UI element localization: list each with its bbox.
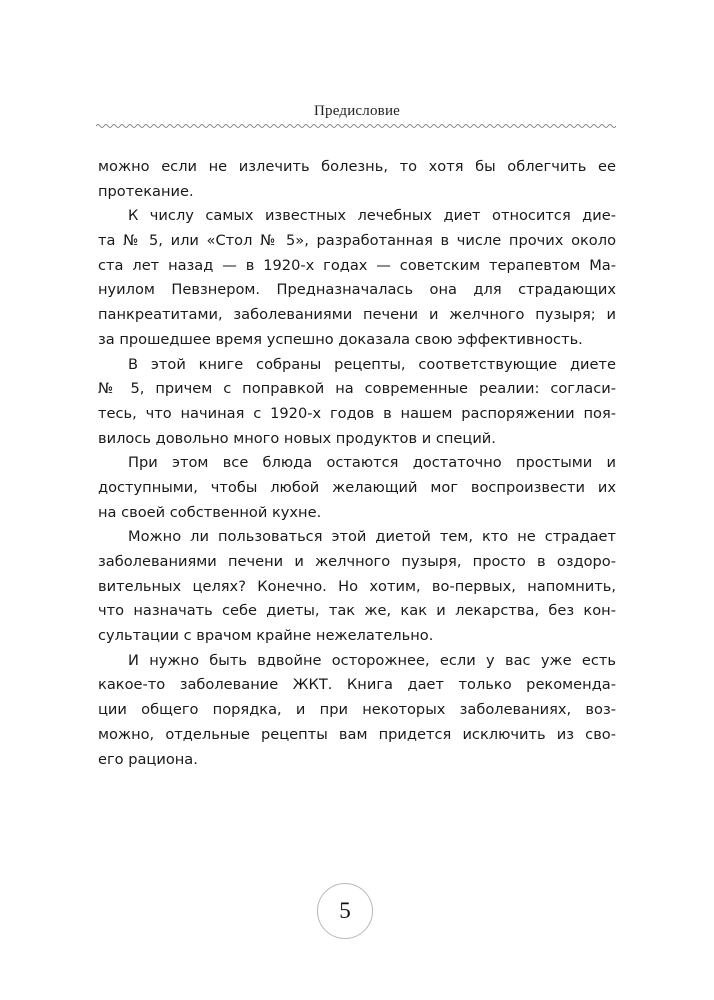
page-number-circle (317, 883, 373, 939)
text-line: При этом все блюда остаются достаточно простыми и (128, 454, 616, 472)
text-line: № 5, причем с поправкой на современные реалии: согласи- (98, 380, 616, 398)
text-line: ции общего порядка, и при некоторых заболеваниях, воз- (98, 701, 616, 719)
text-line: можно если не излечить болезнь, то хотя бы облегчить ее (98, 158, 616, 175)
text-line: вительных целях? Конечно. Но хотим, во-первых, напомнить, (98, 577, 616, 595)
wavy-divider (96, 122, 616, 130)
text-line: К числу самых известных лечебных диет относится дие- (128, 207, 616, 225)
text-line: панкреатитами, заболеваниями печени и желчного пузыря; и (98, 306, 616, 324)
text-line: сультации с врачом крайне нежелательно. (98, 627, 434, 645)
text-line: та № 5, или «Стол № 5», разработанная в числе прочих около (98, 232, 616, 250)
body-text (98, 155, 616, 772)
text-line: нуилом Певзнером. Предназначалась она для страдающих (98, 281, 616, 299)
text-line: И нужно быть вдвойне осторожнее, если у вас уже есть (128, 651, 616, 669)
text-line: его рациона. (98, 750, 198, 768)
text-line: можно, отдельные рецепты вам придется исключить из сво- (98, 725, 616, 743)
text-line: что назначать себе диеты, так же, как и лекарства, без кон- (98, 602, 616, 620)
text-line: Можно ли пользоваться этой диетой тем, кто не страдает (128, 528, 616, 546)
text-line: протекание. (98, 182, 194, 200)
text-line: В этой книге собраны рецепты, соответствующие диете (128, 355, 616, 373)
text-line: доступными, чтобы любой желающий мог воспроизвести их (98, 478, 616, 496)
text-line: заболеваниями печени и желчного пузыря, просто в оздоро- (98, 553, 616, 570)
running-title: Предисловие (313, 103, 401, 119)
text-line: на своей собственной кухне. (98, 503, 322, 521)
text-line: за прошедшее время успешно доказала свою эффективность. (98, 330, 583, 348)
text-line: вилось довольно много новых продуктов и специй. (98, 429, 496, 447)
page-number: 5 (339, 898, 351, 923)
text-line: ста лет назад — в 1920-х годах — советским терапевтом Ма- (98, 256, 616, 274)
text-line: какое-то заболевание ЖКТ. Книга дает только рекоменда- (98, 676, 616, 694)
text-line: тесь, что начиная с 1920-х годов в нашем распоряжении поя- (98, 404, 616, 422)
